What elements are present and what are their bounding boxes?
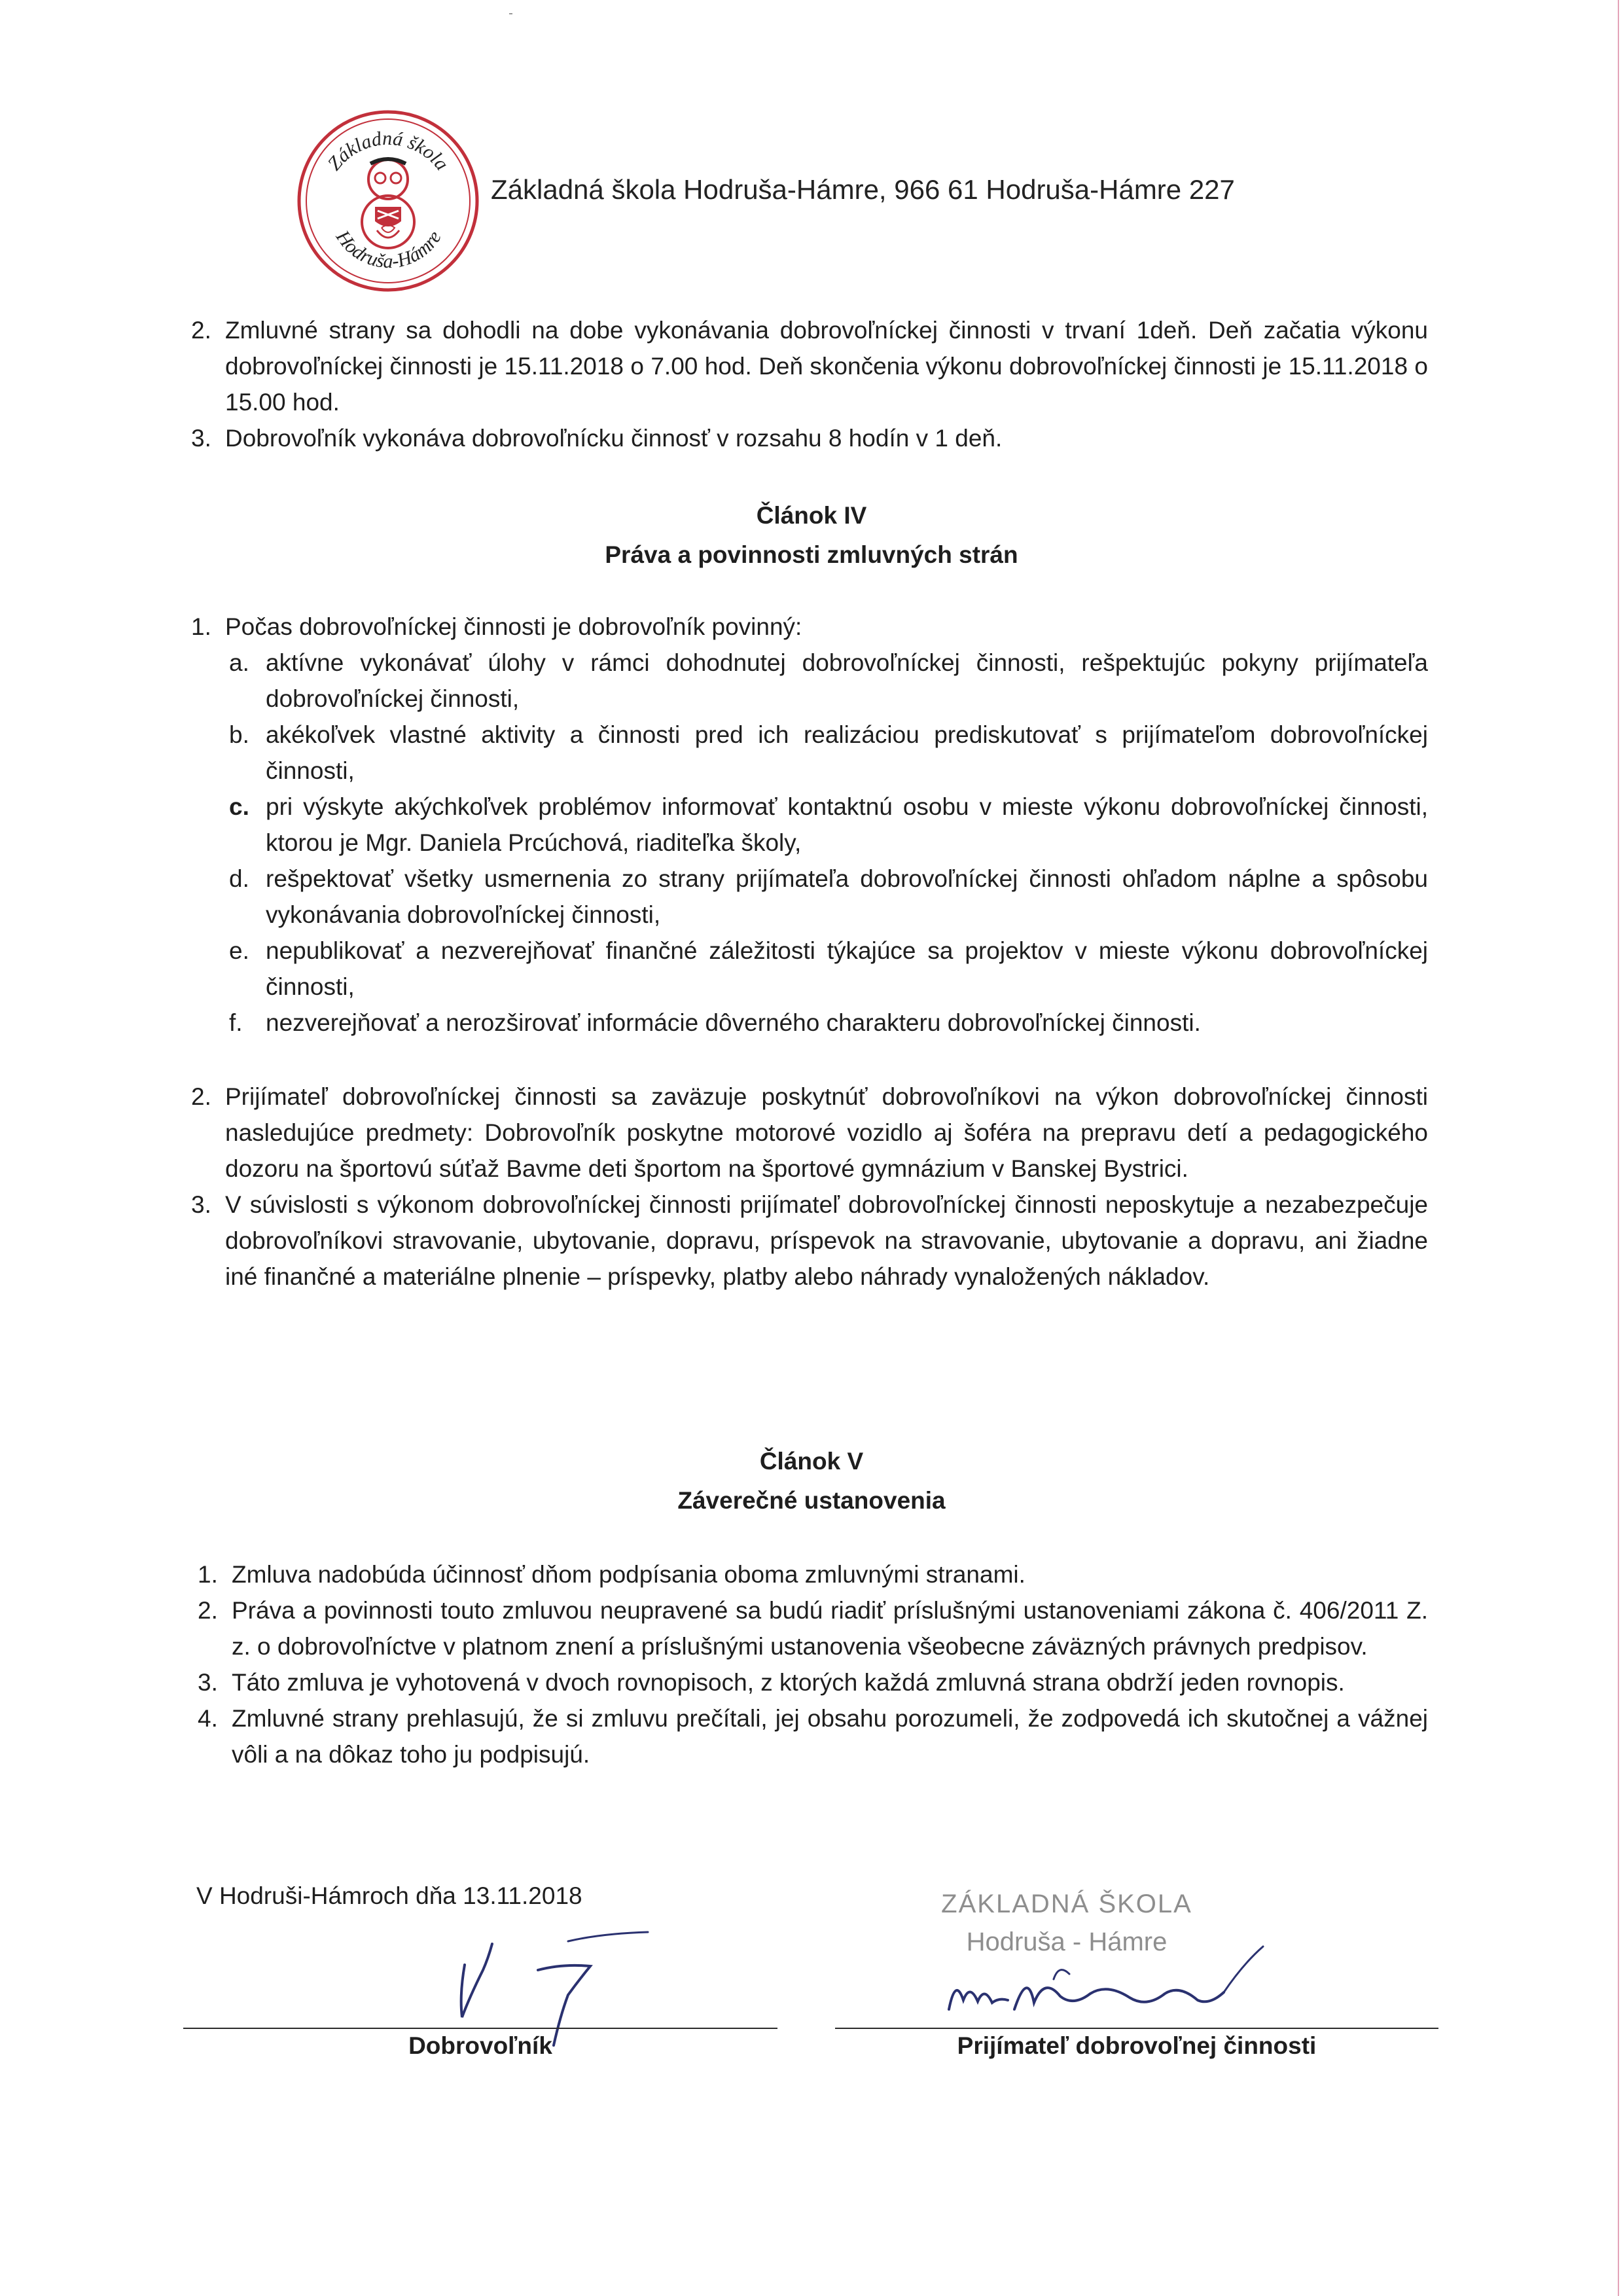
- item-number: 3.: [191, 1191, 211, 1218]
- sub-item-text: nezverejňovať a nerozširovať informácie dôverného charakteru dobrovoľníckej činnosti.: [266, 1009, 1201, 1036]
- volunteer-label: Dobrovoľník: [408, 2032, 552, 2059]
- article-4-title: Článok IV: [756, 502, 867, 529]
- sub-item-letter: f.: [229, 1009, 243, 1036]
- list-item: [191, 1079, 1428, 1187]
- list-item: [191, 609, 1428, 645]
- item-text: Zmluvné strany sa dohodli na dobe vykonávania dobrovoľníckej činnosti v trvaní 1deň. Deň začatia výkonu dobrovoľníckej činnosti je 15.11.2018 o 7.00 hod. Deň skončenia výkonu dobrovoľníckej činnosti je 15.11.2018 o 15.00 hod.: [225, 317, 1428, 416]
- school-name: Základná škola Hodruša-Hámre, 966 61 Hodruša-Hámre 227: [491, 174, 1235, 205]
- letterhead: [296, 109, 1408, 298]
- item-number: 2.: [198, 1597, 218, 1624]
- article-4-duties: [191, 609, 1428, 1041]
- list-item: [191, 420, 1428, 456]
- recipient-label: Prijímateľ dobrovoľnej činnosti: [957, 2032, 1317, 2059]
- item-number: 2.: [191, 317, 211, 344]
- item-text: Táto zmluva je vyhotovená v dvoch rovnopisoch, z ktorých každá zmluvná strana obdrží jeden rovnopis.: [232, 1669, 1345, 1696]
- article-5-final-provisions: [198, 1556, 1428, 1772]
- list-item: [191, 1187, 1428, 1295]
- sub-list-item: [191, 1005, 1428, 1041]
- item-text: Zmluva nadobúda účinnosť dňom podpísania oboma zmluvnými stranami.: [232, 1561, 1026, 1588]
- page-edge-line: [1618, 0, 1619, 2296]
- sub-item-text: nepublikovať a nezverejňovať finančné záležitosti týkajúce sa projektov v mieste výkonu dobrovoľníckej činnosti,: [266, 937, 1428, 1000]
- sub-list-item: [191, 645, 1428, 717]
- article-4-subtitle: Práva a povinnosti zmluvných strán: [605, 541, 1018, 568]
- stamp-line-1: ZÁKLADNÁ ŠKOLA: [941, 1890, 1192, 1918]
- list-item: [198, 1700, 1428, 1772]
- item-text: V súvislosti s výkonom dobrovoľníckej činnosti prijímateľ dobrovoľníckej činnosti neposkytuje a nezabezpečuje dobrovoľníkovi stravovanie, ubytovanie, dopravu, príspevok na stravovanie, ubytovanie a dopravu, ani žiadne iné finančné a materiálne plnenie – príspevky, platby alebo náhrady vynaložených nákladov.: [225, 1191, 1428, 1290]
- sub-item-letter: b.: [229, 721, 249, 748]
- article-3-continuation: [191, 312, 1428, 456]
- list-item: [191, 312, 1428, 420]
- item-number: 4.: [198, 1705, 218, 1732]
- article-5-title: Článok V: [759, 1448, 864, 1475]
- item-number: 1.: [198, 1561, 218, 1588]
- sub-item-text: akékoľvek vlastné aktivity a činnosti pred ich realizáciou prediskutovať s prijímateľom dobrovoľníckej činnosti,: [266, 721, 1428, 784]
- sub-item-text: pri výskyte akýchkoľvek problémov informovať kontaktnú osobu v mieste výkonu dobrovoľníckej činnosti, ktorou je Mgr. Daniela Prcúchová, riaditeľka školy,: [266, 793, 1428, 856]
- recipient-signature-line: [835, 2028, 1438, 2029]
- item-text: Práva a povinnosti touto zmluvou neupravené sa budú riadiť príslušnými ustanoveniami zákona č. 406/2011 Z. z. o dobrovoľníctve v platnom znení a príslušnými ustanovenia všeobecne záväzných právnych predpisov.: [232, 1597, 1428, 1660]
- sub-list-item: [191, 717, 1428, 789]
- volunteer-signature-line: [183, 2028, 777, 2029]
- sub-list-item: [191, 933, 1428, 1005]
- owl-icon: [362, 159, 414, 248]
- list-item: [198, 1592, 1428, 1664]
- list-item: [198, 1664, 1428, 1700]
- svg-text:Základná škola: [323, 128, 453, 175]
- item-number: 3.: [191, 425, 211, 452]
- place-and-date: V Hodruši-Hámroch dňa 13.11.2018: [196, 1882, 582, 1909]
- sub-item-letter: d.: [229, 865, 249, 892]
- item-text: Zmluvné strany prehlasujú, že si zmluvu prečítali, jej obsahu porozumeli, že zodpovedá ich skutočnej a vážnej vôli a na dôkaz toho ju podpisujú.: [232, 1705, 1428, 1768]
- sub-list-item: [191, 789, 1428, 861]
- item-text: Počas dobrovoľníckej činnosti je dobrovoľník povinný:: [225, 613, 802, 640]
- sub-list-item: [191, 861, 1428, 933]
- stamp-line-2: Hodruša - Hámre: [966, 1928, 1168, 1956]
- item-number: 3.: [198, 1669, 218, 1696]
- item-text: Prijímateľ dobrovoľníckej činnosti sa zaväzuje poskytnúť dobrovoľníkovi na výkon dobrovoľníckej činnosti nasledujúce predmety: Dobrovoľník poskytne motorové vozidlo aj šoféra na prepravu detí a pedagogického dozoru na športovú súťaž Bavme deti športom na športové gymnázium v Banskej Bystrici.: [225, 1083, 1428, 1182]
- sub-item-letter: c.: [229, 793, 249, 820]
- item-text: Dobrovoľník vykonáva dobrovoľnícku činnosť v rozsahu 8 hodín v 1 deň.: [225, 425, 1003, 452]
- list-item: [198, 1556, 1428, 1592]
- sub-item-letter: a.: [229, 649, 249, 676]
- article-4-provisions: [191, 1079, 1428, 1295]
- sub-item-text: aktívne vykonávať úlohy v rámci dohodnutej dobrovoľníckej činnosti, rešpektujúc pokyny prijímateľa dobrovoľníckej činnosti,: [266, 649, 1428, 712]
- article-5-subtitle: Záverečné ustanovenia: [677, 1487, 946, 1514]
- sub-item-letter: e.: [229, 937, 249, 964]
- scan-speck: [509, 13, 512, 14]
- school-logo-seal: [296, 109, 480, 293]
- logo-top-text: Základná škola: [323, 127, 453, 175]
- item-number: 2.: [191, 1083, 211, 1110]
- logo-bottom-text: Hodruša-Hámre: [331, 226, 446, 273]
- item-number: 1.: [191, 613, 211, 640]
- sub-item-text: rešpektovať všetky usmernenia zo strany prijímateľa dobrovoľníckej činnosti ohľadom náplne a spôsobu vykonávania dobrovoľníckej činnosti,: [266, 865, 1428, 928]
